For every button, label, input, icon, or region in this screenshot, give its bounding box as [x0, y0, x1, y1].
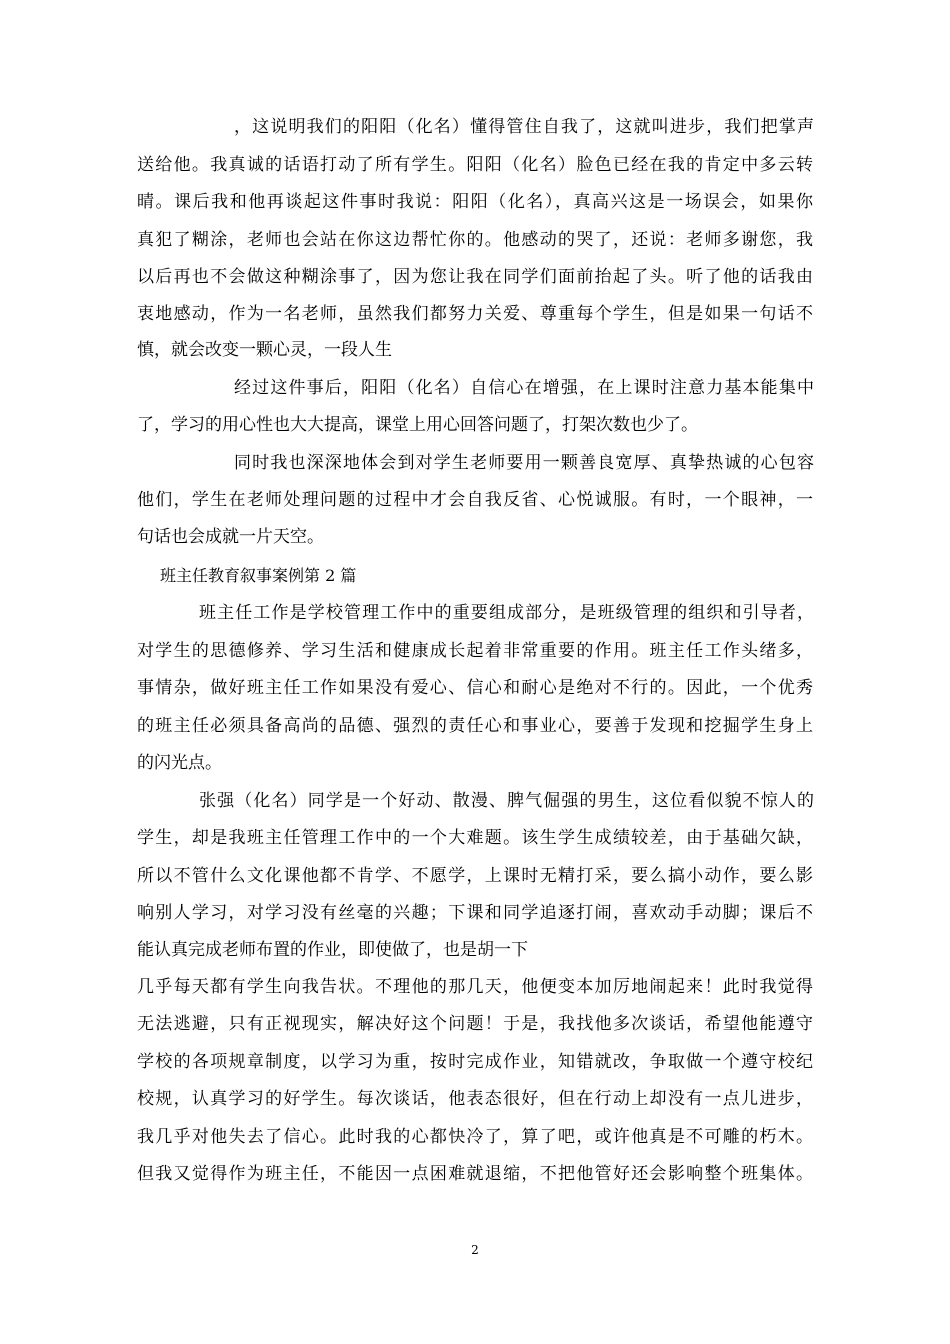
text-line-22: 响别人学习，对学习没有丝毫的兴趣；下课和同学追逐打闹，喜欢动手动脚；课后不	[137, 903, 813, 923]
text-line-4: 真犯了糊涂，老师也会站在你这边帮忙你的。他感动的哭了，还说：老师多谢您，我	[137, 230, 813, 250]
text-line-19: 张强（化名）同学是一个好动、散漫、脾气倔强的男生，这位看似貌不惊人的	[199, 791, 814, 811]
section-heading: 班主任教育叙事案例第 2 篇	[160, 566, 357, 585]
text-line-21: 所以不管什么文化课他都不肯学、不愿学，上课时无精打采，要么搞小动作，要么影	[137, 866, 813, 886]
text-line-28: 我几乎对他失去了信心。此时我的心都快冷了，算了吧，或许他真是不可雕的朽木。	[137, 1127, 813, 1147]
text-line-11: 他们，学生在老师处理问题的过程中才会自我反省、心悦诚服。有时，一个眼神，一	[137, 490, 813, 510]
text-line-29: 但我又觉得作为班主任，不能因一点困难就退缩，不把他管好还会影响整个班集体。	[137, 1164, 813, 1184]
text-line-23: 能认真完成老师布置的作业，即使做了，也是胡一下	[137, 940, 528, 960]
text-line-1: ，这说明我们的阳阳（化名）懂得管住自我了，这就叫进步，我们把掌声	[234, 117, 814, 137]
text-line-20: 学生，却是我班主任管理工作中的一个大难题。该生学生成绩较差，由于基础欠缺，	[137, 828, 813, 848]
text-line-6: 衷地感动，作为一名老师，虽然我们都努力关爱、尊重每个学生，但是如果一句话不	[137, 304, 813, 324]
text-line-25: 无法逃避，只有正视现实，解决好这个问题！于是，我找他多次谈话，希望他能遵守	[137, 1014, 813, 1034]
text-line-9: 了，学习的用心性也大大提高，课堂上用心回答问题了，打架次数也少了。	[137, 415, 698, 435]
text-line-18: 的闪光点。	[137, 753, 222, 773]
text-line-12: 句话也会成就一片天空。	[137, 527, 324, 547]
text-line-17: 的班主任必须具备高尚的品德、强烈的责任心和事业心，要善于发现和挖掘学生身上	[137, 716, 813, 736]
text-line-7: 慎，就会改变一颗心灵，一段人生	[137, 340, 392, 360]
text-line-15: 对学生的思德修养、学习生活和健康成长起着非常重要的作用。班主任工作头绪多，	[137, 641, 813, 661]
text-line-8: 经过这件事后，阳阳（化名）自信心在增强，在上课时注意力基本能集中	[234, 378, 814, 398]
text-line-3: 晴。课后我和他再谈起这件事时我说：阳阳（化名），真高兴这是一场误会，如果你	[137, 192, 813, 212]
text-line-14: 班主任工作是学校管理工作中的重要组成部分，是班级管理的组织和引导者，	[199, 603, 814, 623]
page-number: 2	[471, 1243, 479, 1257]
text-line-10: 同时我也深深地体会到对学生老师要用一颗善良宽厚、真挚热诚的心包容	[234, 453, 814, 473]
text-line-24: 几乎每天都有学生向我告状。不理他的那几天，他便变本加厉地闹起来！此时我觉得	[137, 977, 813, 997]
text-line-27: 校规，认真学习的好学生。每次谈话，他表态很好，但在行动上却没有一点儿进步，	[137, 1089, 813, 1109]
text-line-5: 以后再也不会做这种糊涂事了，因为您让我在同学们面前抬起了头。听了他的话我由	[137, 267, 813, 287]
text-line-2: 送给他。我真诚的话语打动了所有学生。阳阳（化名）脸色已经在我的肯定中多云转	[137, 155, 813, 175]
text-line-26: 学校的各项规章制度，以学习为重，按时完成作业，知错就改，争取做一个遵守校纪	[137, 1052, 813, 1072]
text-line-16: 事情杂，做好班主任工作如果没有爱心、信心和耐心是绝对不行的。因此，一个优秀	[137, 678, 813, 698]
